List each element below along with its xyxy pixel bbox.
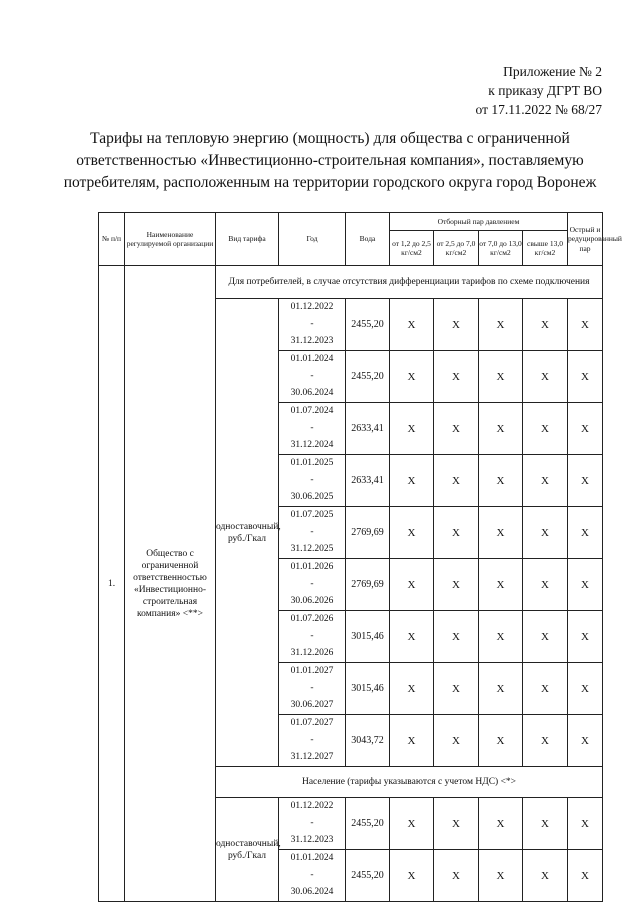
x-mark: X (390, 351, 434, 403)
period-start: 01.07.2026 (290, 614, 334, 624)
x-mark: X (390, 455, 434, 507)
period-start: 01.01.2024 (290, 354, 334, 364)
x-mark: X (434, 559, 479, 611)
x-mark: X (434, 299, 479, 351)
period-end: 31.12.2023 (290, 336, 334, 346)
x-mark: X (390, 403, 434, 455)
x-mark: X (479, 455, 523, 507)
period-separator: - (310, 735, 314, 745)
x-mark: X (568, 798, 603, 850)
water-value: 2455,20 (346, 798, 390, 850)
tariff-table (98, 212, 622, 902)
period-cell (279, 455, 346, 507)
period-start: 01.12.2022 (290, 801, 334, 811)
period-cell (279, 798, 346, 850)
header-org: Наименование регулируемой организации (125, 213, 216, 266)
x-mark: X (568, 507, 603, 559)
header-num: № п/п (99, 213, 125, 266)
period-start: 01.07.2025 (290, 510, 334, 520)
tariff-type: одноставочный, руб./Гкал (216, 798, 279, 902)
period-separator: - (310, 870, 314, 880)
water-value: 3015,46 (346, 663, 390, 715)
period-cell (279, 403, 346, 455)
x-mark: X (568, 611, 603, 663)
period-end: 30.06.2025 (290, 492, 334, 502)
x-mark: X (523, 559, 568, 611)
water-value: 2455,20 (346, 299, 390, 351)
header-steam-3: от 7,0 до 13,0 кг/см2 (479, 231, 523, 266)
water-value: 2455,20 (346, 850, 390, 902)
x-mark: X (479, 611, 523, 663)
period-separator: - (310, 683, 314, 693)
x-mark: X (390, 798, 434, 850)
x-mark: X (568, 351, 603, 403)
x-mark: X (434, 663, 479, 715)
period-separator: - (310, 818, 314, 828)
period-end: 30.06.2027 (290, 700, 334, 710)
header-type: Вид тарифа (216, 213, 279, 266)
x-mark: X (390, 663, 434, 715)
period-start: 01.01.2024 (290, 853, 334, 863)
x-mark: X (479, 403, 523, 455)
x-mark: X (390, 611, 434, 663)
period-separator: - (310, 631, 314, 641)
header-steam-1: от 1,2 до 2,5 кг/см2 (390, 231, 434, 266)
period-end: 31.12.2024 (290, 440, 334, 450)
header-steam-2: от 2,5 до 7,0 кг/см2 (434, 231, 479, 266)
water-value: 2633,41 (346, 403, 390, 455)
x-mark: X (479, 351, 523, 403)
period-separator: - (310, 475, 314, 485)
x-mark: X (479, 850, 523, 902)
x-mark: X (523, 455, 568, 507)
water-value: 2769,69 (346, 507, 390, 559)
x-mark: X (523, 507, 568, 559)
period-start: 01.07.2027 (290, 718, 334, 728)
water-value: 2455,20 (346, 351, 390, 403)
period-cell (279, 299, 346, 351)
water-value: 2633,41 (346, 455, 390, 507)
period-start: 01.07.2024 (290, 406, 334, 416)
x-mark: X (434, 611, 479, 663)
document-title: Тарифы на тепловую энергию (мощность) для общества с ограниченной ответственностью «Инвестиционно-строительная компания», поставляемую потребителям, расположенным на территории городского округа город Воронеж (63, 130, 597, 191)
x-mark: X (390, 715, 434, 767)
x-mark: X (568, 663, 603, 715)
period-separator: - (310, 371, 314, 381)
row-number: 1. (99, 266, 125, 902)
period-cell (279, 351, 346, 403)
x-mark: X (568, 403, 603, 455)
water-value: 2769,69 (346, 559, 390, 611)
x-mark: X (523, 351, 568, 403)
period-separator: - (310, 319, 314, 329)
period-cell (279, 850, 346, 902)
period-end: 31.12.2023 (290, 835, 334, 845)
order-date-line: от 17.11.2022 № 68/27 (475, 102, 602, 117)
x-mark: X (434, 403, 479, 455)
x-mark: X (479, 299, 523, 351)
header-year: Год (279, 213, 346, 266)
period-cell (279, 663, 346, 715)
header-steam-4: свыше 13,0 кг/см2 (523, 231, 568, 266)
x-mark: X (523, 663, 568, 715)
period-separator: - (310, 579, 314, 589)
period-end: 30.06.2024 (290, 388, 334, 398)
period-start: 01.12.2022 (290, 302, 334, 312)
period-cell (279, 611, 346, 663)
section-title: Население (тарифы указываются с учетом НДС) <*> (216, 767, 603, 798)
x-mark: X (479, 798, 523, 850)
header-water: Вода (346, 213, 390, 266)
x-mark: X (568, 559, 603, 611)
period-start: 01.01.2026 (290, 562, 334, 572)
x-mark: X (434, 455, 479, 507)
period-separator: - (310, 423, 314, 433)
period-cell (279, 559, 346, 611)
document-header (476, 62, 602, 119)
header-steam-group: Отборный пар давлением (390, 213, 568, 231)
x-mark: X (434, 850, 479, 902)
section-title: Для потребителей, в случае отсутствия дифференциации тарифов по схеме подключения (216, 266, 603, 299)
period-end: 31.12.2027 (290, 752, 334, 762)
x-mark: X (390, 850, 434, 902)
header-sharp-steam: Острый и редуцированный пар (568, 213, 603, 266)
x-mark: X (523, 715, 568, 767)
x-mark: X (434, 351, 479, 403)
x-mark: X (390, 507, 434, 559)
order-line: к приказу ДГРТ ВО (488, 83, 602, 98)
period-separator: - (310, 527, 314, 537)
period-start: 01.01.2025 (290, 458, 334, 468)
x-mark: X (434, 798, 479, 850)
period-end: 30.06.2026 (290, 596, 334, 606)
x-mark: X (434, 507, 479, 559)
period-end: 30.06.2024 (290, 887, 334, 897)
x-mark: X (523, 403, 568, 455)
x-mark: X (523, 798, 568, 850)
x-mark: X (434, 715, 479, 767)
period-end: 31.12.2025 (290, 544, 334, 554)
appendix-line: Приложение № 2 (503, 64, 602, 79)
x-mark: X (568, 455, 603, 507)
x-mark: X (523, 611, 568, 663)
period-start: 01.01.2027 (290, 666, 334, 676)
period-end: 31.12.2026 (290, 648, 334, 658)
period-cell (279, 715, 346, 767)
period-cell (279, 507, 346, 559)
x-mark: X (568, 299, 603, 351)
x-mark: X (390, 559, 434, 611)
x-mark: X (390, 299, 434, 351)
x-mark: X (523, 850, 568, 902)
x-mark: X (479, 507, 523, 559)
water-value: 3043,72 (346, 715, 390, 767)
x-mark: X (479, 715, 523, 767)
organization-name: Общество с ограниченной ответственностью «Инвестиционно-строительная компания» <**> (125, 266, 216, 902)
x-mark: X (479, 559, 523, 611)
x-mark: X (568, 715, 603, 767)
x-mark: X (568, 850, 603, 902)
water-value: 3015,46 (346, 611, 390, 663)
tariff-type: одноставочный, руб./Гкал (216, 299, 279, 767)
x-mark: X (523, 299, 568, 351)
x-mark: X (479, 663, 523, 715)
